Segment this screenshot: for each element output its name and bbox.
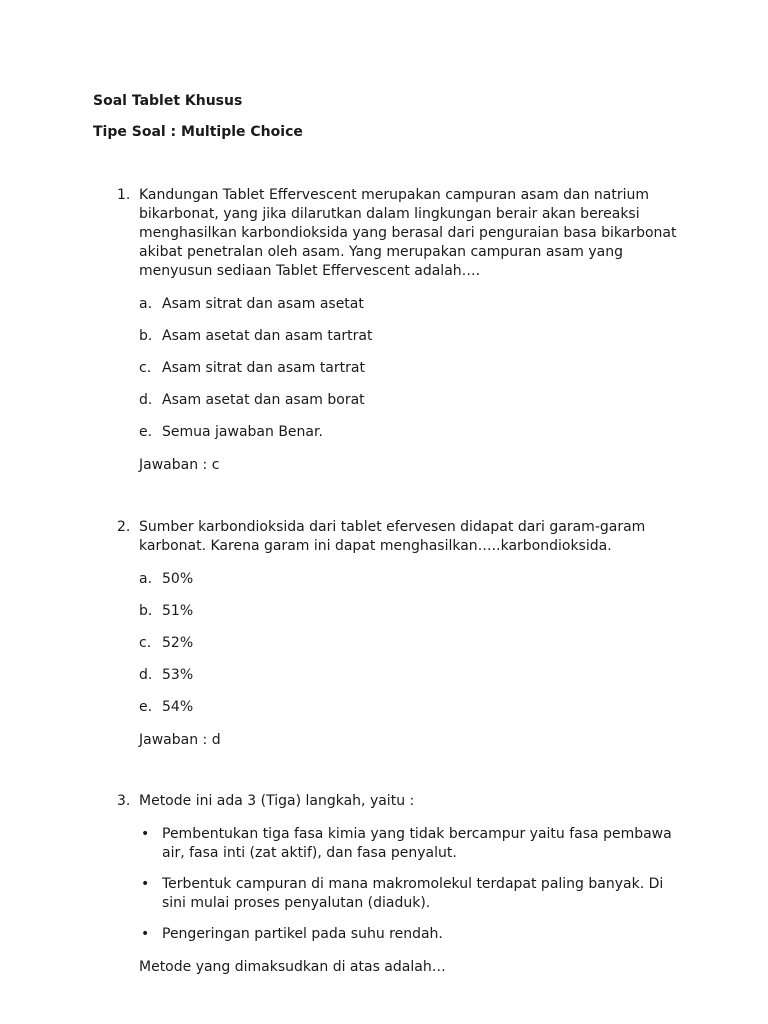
option-item [139,602,677,621]
question-text: Metode ini ada 3 (Tiga) langkah, yaitu : [139,793,415,809]
option-letter: b. [139,603,153,619]
question-text: Kandungan Tablet Effervescent merupakan campuran asam dan natrium bikarbonat, yang jika dilarutkan dalam lingkungan berair akan bereaksi menghasilkan karbondioksida yang berasal dari penguraian basa bikarbonat akibat penetralan oleh asam. Yang merupakan campuran asam yang menyusun sediaan Tablet Effervescent adalah…. [139,187,677,279]
question-number: 3. [117,793,131,809]
question-2 [117,518,677,750]
option-text: Semua jawaban Benar. [162,424,323,440]
option-item [139,634,677,653]
closing-question-text: Metode yang dimaksudkan di atas adalah… [139,959,446,975]
option-item [139,359,677,378]
option-text: 53% [162,667,194,683]
option-text: 52% [162,635,194,651]
question-1 [117,186,677,475]
bullet-icon: • [141,876,150,892]
question-type-label: Tipe Soal : Multiple Choice [93,124,303,140]
document-title: Soal Tablet Khusus [93,93,243,109]
option-letter: e. [139,424,153,440]
bullet-item [139,825,677,863]
bullet-text: Pengeringan partikel pada suhu rendah. [162,926,443,942]
option-letter: a. [139,571,153,587]
option-letter: c. [139,635,152,651]
option-text: 51% [162,603,194,619]
option-text: Asam asetat dan asam borat [162,392,365,408]
option-letter: e. [139,699,153,715]
option-letter: d. [139,392,153,408]
option-item [139,391,677,410]
bullet-icon: • [141,826,150,842]
option-item [139,698,677,717]
option-item [139,666,677,685]
option-item [139,327,677,346]
option-letter: b. [139,328,153,344]
bullet-item [139,875,677,913]
option-list [139,570,677,717]
bullet-item [139,925,677,944]
option-text: Asam asetat dan asam tartrat [162,328,373,344]
question-text: Sumber karbondioksida dari tablet efervesen didapat dari garam-garam karbonat. Karena garam ini dapat menghasilkan…..karbondioksida. [139,519,646,554]
question-3 [117,792,677,977]
option-item [139,570,677,589]
answer-text: Jawaban : c [139,457,220,473]
option-list [139,295,677,442]
option-text: 54% [162,699,194,715]
bullet-text: Pembentukan tiga fasa kimia yang tidak bercampur yaitu fasa pembawa air, fasa inti (zat aktif), dan fasa penyalut. [162,826,672,861]
option-item [139,423,677,442]
bullet-icon: • [141,926,150,942]
bullet-list [139,825,677,944]
option-letter: c. [139,360,152,376]
option-text: 50% [162,571,194,587]
option-text: Asam sitrat dan asam tartrat [162,360,365,376]
bullet-text: Terbentuk campuran di mana makromolekul terdapat paling banyak. Di sini mulai proses penyalutan (diaduk). [162,876,664,911]
answer-text: Jawaban : d [139,732,221,748]
question-number: 1. [117,187,131,203]
option-letter: a. [139,296,153,312]
option-letter: d. [139,667,153,683]
option-text: Asam sitrat dan asam asetat [162,296,364,312]
option-item [139,295,677,314]
question-number: 2. [117,519,131,535]
